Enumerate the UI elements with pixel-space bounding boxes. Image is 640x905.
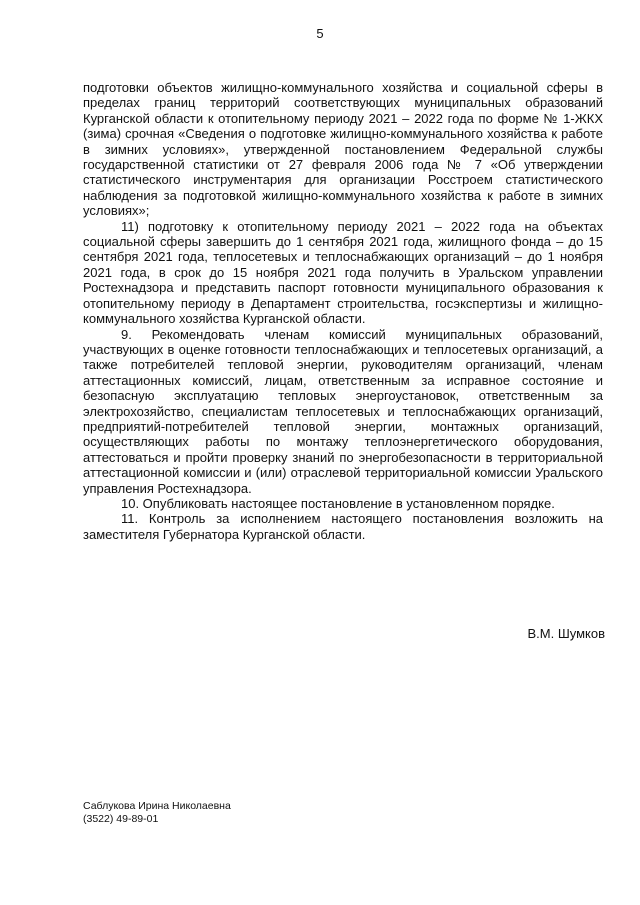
executor-block [83, 800, 231, 826]
paragraph-item-11: 11) подготовку к отопительному периоду 2021 – 2022 года на объектах социальной сферы завершить до 1 сентября 2021 года, жилищного фонда – до 15 сентября 2021 года, теплосетевых и теплоснабжающих организаций – до 1 ноября 2021 года, в срок до 15 ноября 2021 года получить в Уральском управлении Ростехнадзора и представить паспорт готовности муниципального образования к отопительному периоду в Департамент строительства, госэкспертизы и жилищно-коммунального хозяйства Курганской области. [83, 218, 603, 327]
paragraph-point-10: 10. Опубликовать настоящее постановление в установленном порядке. [121, 495, 555, 511]
executor-name: Саблукова Ирина Николаевна [83, 800, 231, 812]
signature: В.М. Шумков [527, 626, 605, 641]
document-body [83, 80, 603, 542]
page-number: 5 [316, 26, 324, 41]
paragraph-continuation: подготовки объектов жилищно-коммунального хозяйства и социальной сферы в пределах границ территорий соответствующих муниципальных образований Курганской области к отопительному периоду 2021 – 2022 года по форме № 1-ЖКХ (зима) срочная «Сведения о подготовке жилищно-коммунального хозяйства к работе в зимних условиях», утвержденной постановлением Федеральной службы государственной статистики от 27 февраля 2006 года № 7 «Об утверждении статистического инструментария для организации Росстроем статистического наблюдения за подготовкой жилищно-коммунального хозяйства к работе в зимних условиях»; [83, 80, 603, 219]
paragraph-point-11: 11. Контроль за исполнением настоящего постановления возложить на заместителя Губернатора Курганской области. [83, 511, 603, 542]
executor-phone: (3522) 49-89-01 [83, 813, 159, 825]
paragraph-point-9: 9. Рекомендовать членам комиссий муниципальных образований, участвующих в оценке готовности теплоснабжающих и теплосетевых организаций, а также потребителей тепловой энергии, руководителям организаций, членам аттестационных комиссий, лицам, ответственным за исправное состояние и безопасную эксплуатацию тепловых энергоустановок, ответственным за электрохозяйство, специалистам теплосетевых и теплоснабжающих организаций, предприятий-потребителей тепловой энергии, монтажных организаций, осуществляющих работы по монтажу теплоэнергетического оборудования, аттестоваться и пройти проверку знаний по энергобезопасности в территориальной аттестационной комиссии и (или) отраслевой территориальной комиссии Уральского управления Ростехнадзора. [83, 326, 603, 496]
